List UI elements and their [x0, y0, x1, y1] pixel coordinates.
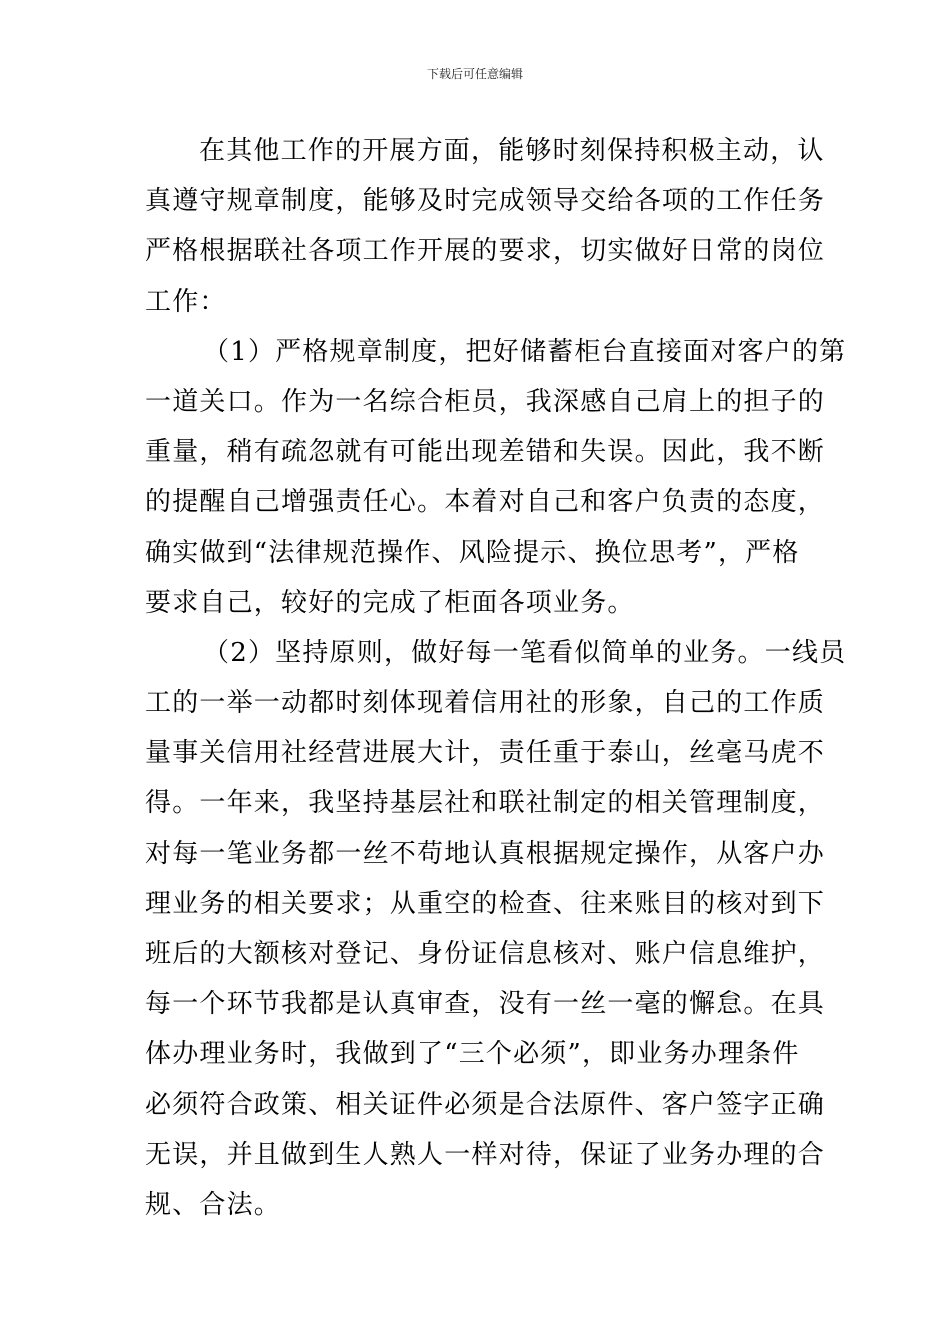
text-line: 对每一笔业务都一丝不苟地认真根据规定操作，从客户办 — [145, 838, 826, 869]
download-editable-note: 下载后可任意编辑 — [426, 67, 523, 81]
text-line: 工的一举一动都时刻体现着信用社的形象，自己的工作质 — [145, 688, 826, 719]
text-line: 重量，稍有疏忽就有可能出现差错和失误。因此，我不断 — [145, 437, 826, 468]
text-line: 每一个环节我都是认真审查，没有一丝一毫的懈怠。在具 — [145, 989, 826, 1020]
text-line: （1）严格规章制度，把好储蓄柜台直接面对客户的第 — [203, 336, 847, 367]
paragraph-item-2 — [145, 628, 847, 1230]
text-line: 一道关口。作为一名综合柜员，我深感自己肩上的担子的 — [145, 386, 826, 417]
text-line: 体办理业务时，我做到了“三个必须”，即业务办理条件 — [145, 1039, 800, 1070]
paragraph-other-work — [145, 126, 826, 327]
text-line: （2）坚持原则，做好每一笔看似简单的业务。一线员 — [203, 637, 847, 668]
text-line: 无误，并且做到生人熟人一样对待，保证了业务办理的合 — [145, 1139, 826, 1170]
text-line: 得。一年来，我坚持基层社和联社制定的相关管理制度， — [145, 788, 826, 819]
text-line: 理业务的相关要求；从重空的检查、往来账目的核对到下 — [145, 888, 826, 919]
text-line: 在其他工作的开展方面，能够时刻保持积极主动，认 — [199, 136, 825, 166]
text-line: 工作： — [145, 286, 227, 317]
text-line: 确实做到“法律规范操作、风险提示、换位思考”，严格 — [145, 537, 800, 568]
text-line: 严格根据联社各项工作开展的要求，切实做好日常的岗位 — [145, 236, 826, 267]
text-line: 规、合法。 — [145, 1189, 282, 1220]
text-line: 的提醒自己增强责任心。本着对自己和客户负责的态度， — [145, 487, 826, 518]
text-line: 要求自己，较好的完成了柜面各项业务。 — [145, 587, 635, 618]
text-line: 班后的大额核对登记、身份证信息核对、账户信息维护， — [145, 939, 826, 969]
text-line: 必须符合政策、相关证件必须是合法原件、客户签字正确 — [145, 1089, 826, 1120]
paragraph-item-1 — [145, 327, 847, 628]
text-line: 量事关信用社经营进展大计，责任重于泰山，丝毫马虎不 — [145, 738, 826, 769]
text-line: 真遵守规章制度，能够及时完成领导交给各项的工作任务 — [145, 186, 826, 217]
document-body — [145, 126, 847, 1230]
